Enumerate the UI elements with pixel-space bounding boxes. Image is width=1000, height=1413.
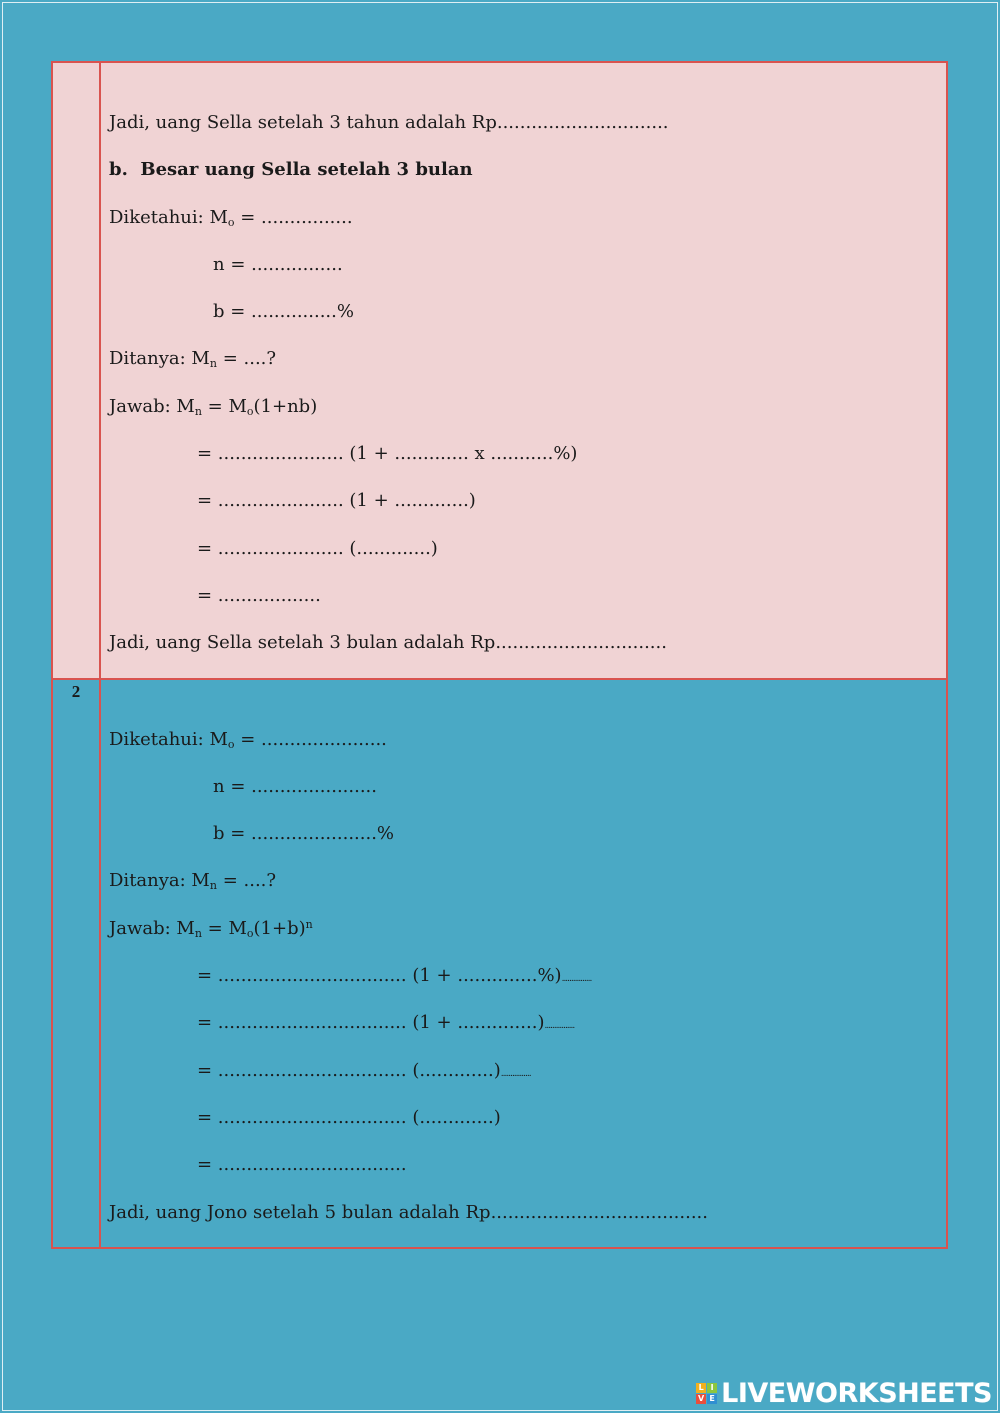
liveworksheets-logo [696, 1378, 992, 1409]
ditanya-mn: Ditanya: $M_n$ = ....? [109, 870, 277, 893]
table-row [52, 679, 947, 1248]
step-2: = ...................... (1 + .............) [197, 490, 476, 512]
ditanya-mn: Ditanya: $M_n$ = ....? [109, 348, 277, 371]
step-3: = ................................. (.............)................ [197, 1059, 531, 1081]
diketahui-b: b = ......................% [213, 823, 395, 845]
step-1: = ...................... (1 + ............. x ...........%) [197, 443, 578, 465]
diketahui-mo: Diketahui: $M_o$ = ................ [109, 206, 353, 229]
step-4: = .................. [197, 584, 321, 606]
step-4: = ................................. (.............) [197, 1106, 501, 1128]
section-heading-b: b. Besar uang Sella setelah 3 bulan [109, 159, 473, 181]
conclusion-jono: Jadi, uang Jono setelah 5 bulan adalah Rp...................................... [109, 1201, 708, 1223]
diketahui-mo: Diketahui: $M_o$ = ...................... [109, 728, 387, 751]
logo-mark-icon: L I V E [696, 1383, 717, 1404]
row-number-cell [52, 679, 100, 1248]
conclusion-bulan: Jadi, uang Sella setelah 3 bulan adalah Rp.............................. [109, 632, 667, 654]
row-number-cell [52, 62, 100, 679]
row-number [53, 63, 99, 65]
table-row [52, 62, 947, 679]
jawab-formula: Jawab: $M_n = M_o(1+b)^n$ [109, 917, 313, 940]
jawab-formula: Jawab: $M_n = M_o(1+nb)$ [109, 395, 318, 418]
row-number: 2 [71, 681, 81, 701]
brand-name: LIVEWORKSHEETS [721, 1378, 992, 1409]
step-3: = ...................... (.............) [197, 537, 438, 559]
answer-cell [100, 679, 947, 1248]
step-1: = ................................. (1 + ..............%)................ [197, 965, 592, 987]
diketahui-n: n = ................ [213, 253, 343, 275]
diketahui-n: n = ...................... [213, 775, 377, 797]
worksheet-table [51, 61, 948, 1249]
answer-cell [100, 62, 947, 679]
conclusion-tahun: Jadi, uang Sella setelah 3 tahun adalah Rp.............................. [109, 112, 669, 133]
step-2: = ................................. (1 + ..............)................ [197, 1012, 575, 1034]
step-5: = ................................. [197, 1154, 407, 1176]
diketahui-b: b = ...............% [213, 301, 354, 323]
